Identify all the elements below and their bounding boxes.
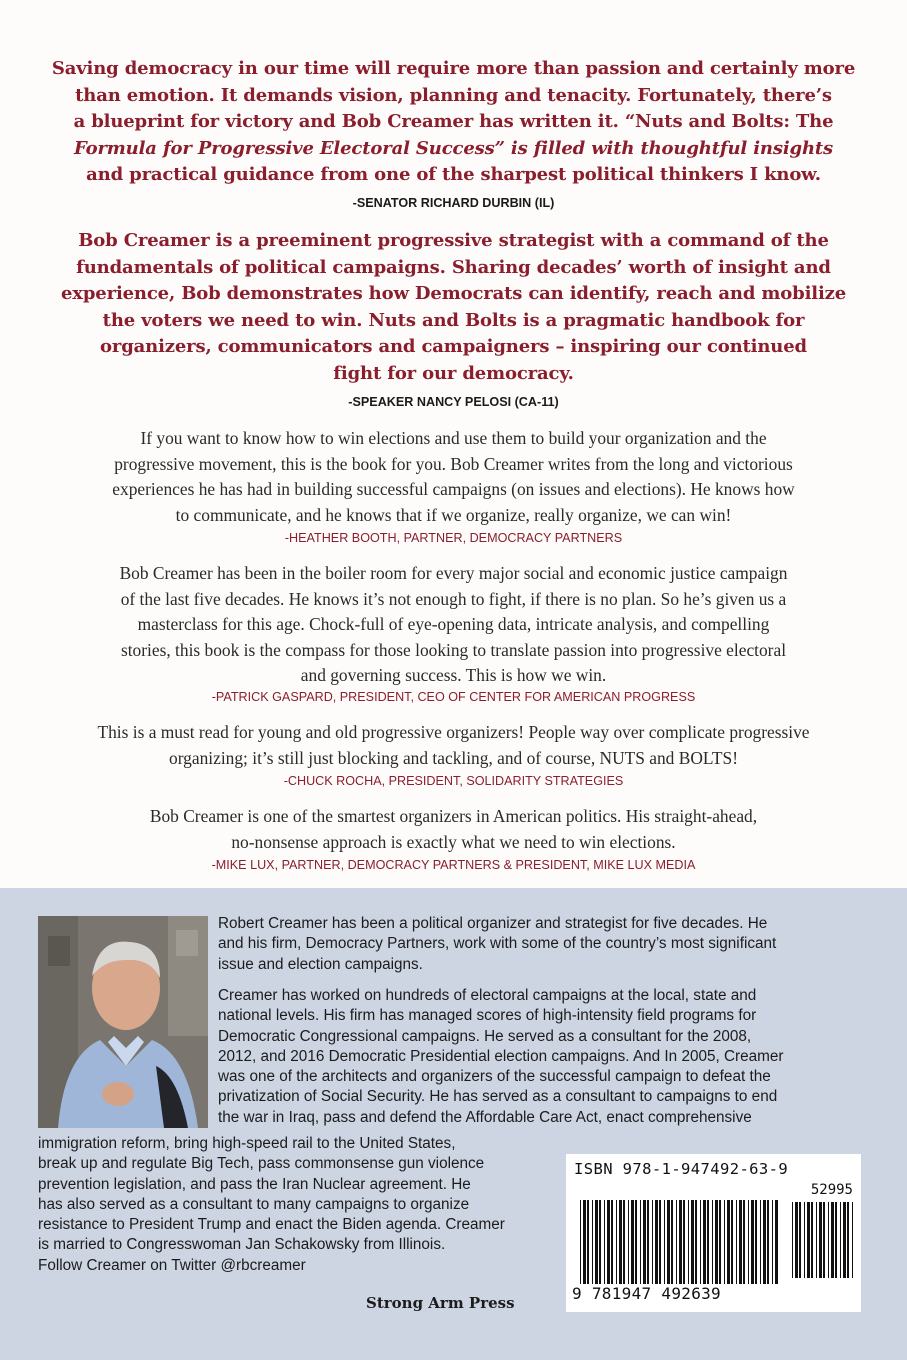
barcode-bar <box>679 1200 682 1284</box>
bio-line: Creamer has worked on hundreds of electoral campaigns at the local, state and <box>218 987 757 1004</box>
barcode-bar <box>671 1200 673 1284</box>
publisher-name: Strong Arm Press <box>366 1294 515 1312</box>
quote-line: to communicate, and he knows that if we organize, really organize, we can win! <box>175 504 732 525</box>
barcode-bar <box>731 1200 733 1284</box>
barcode-bar <box>748 1200 749 1284</box>
bio-line: issue and election campaigns. <box>218 955 423 973</box>
barcode-bar <box>647 1200 649 1284</box>
barcode-bar <box>628 1200 629 1284</box>
bio-paragraph-2 <box>218 986 898 1128</box>
bio-line: national levels. His firm has managed scores of high-intensity field programs for <box>218 1007 757 1025</box>
barcode-bar <box>595 1200 598 1284</box>
quote-line: organizers, communicators and campaigners – inspiring our continued <box>100 336 807 358</box>
bio-line: Robert Creamer has been a political organizer and strategist for five decades. He <box>218 915 768 932</box>
barcode-bar <box>611 1200 613 1284</box>
quote-line: Saving democracy in our time will require more than passion and certainly more <box>51 58 856 79</box>
quote-line: experience, Bob demonstrates how Democrats can identify, reach and mobilize <box>60 283 847 305</box>
bio-twitter-line: Follow Creamer on Twitter @rbcreamer <box>38 1256 306 1274</box>
barcode-bar <box>619 1200 622 1284</box>
barcode-bar <box>840 1202 841 1278</box>
barcode-bar <box>635 1200 637 1284</box>
barcode-bar <box>724 1200 725 1284</box>
quote-line: stories, this book is the compass for those looking to translate passion into progressive electoral <box>120 639 787 660</box>
pelosi-quote <box>30 228 877 388</box>
lux-attribution: -MIKE LUX, PARTNER, DEMOCRACY PARTNERS & PRESIDENT, MIKE LUX MEDIA <box>211 858 696 872</box>
bio-line: was one of the architects and organizers of the successful campaign to defeat the <box>218 1068 771 1086</box>
bio-line: immigration reform, bring high-speed rail to the United States, <box>38 1135 456 1152</box>
quote-line: This is a must read for young and old progressive organizers! People way over complicate progressive <box>97 722 810 742</box>
barcode-bar <box>751 1200 754 1284</box>
barcode-bar <box>763 1200 766 1284</box>
barcode-bar <box>640 1200 641 1284</box>
barcode-bar <box>676 1200 677 1284</box>
booth-quote <box>40 426 867 528</box>
barcode-bar <box>652 1200 653 1284</box>
barcode-bar <box>667 1200 670 1284</box>
barcode-bar <box>795 1202 798 1278</box>
barcode-bar <box>683 1200 685 1284</box>
barcode-bar <box>807 1202 810 1278</box>
quote-line: fight for our democracy. <box>333 362 574 384</box>
barcode-bar <box>828 1202 829 1278</box>
bio-line: resistance to President Trump and enact the Biden agenda. Creamer <box>38 1216 505 1234</box>
quote-line: no-nonsense approach is exactly what we need to win elections. <box>231 831 676 852</box>
author-photo <box>38 916 208 1128</box>
bio-line: 2012, and 2016 Democratic Presidential election campaigns. And In 2005, Creamer <box>218 1047 784 1065</box>
barcode-bar <box>799 1202 801 1278</box>
barcode-bar <box>700 1200 701 1284</box>
barcode-bar <box>659 1200 661 1284</box>
barcode-bar <box>847 1202 849 1278</box>
bio-line: the war in Iraq, pass and defend the Affordable Care Act, enact comprehensive <box>218 1108 752 1126</box>
barcode-bar <box>592 1200 593 1284</box>
barcode-bar <box>604 1200 605 1284</box>
barcode-bar <box>623 1200 625 1284</box>
quote-line: experiences he has had in building successful campaigns (on issues and elections). He knows how <box>112 479 795 500</box>
barcode-bar <box>811 1202 813 1278</box>
barcode-bar <box>695 1200 697 1284</box>
isbn-barcode <box>566 1154 861 1312</box>
quote-line: fundamentals of political campaigns. Sharing decades’ worth of insight and <box>76 256 831 278</box>
gaspard-quote <box>40 561 867 689</box>
quote-line: and practical guidance from one of the sharpest political thinkers I know. <box>86 164 821 186</box>
bio-line: and his firm, Democracy Partners, work with some of the country’s most significant <box>218 935 777 953</box>
barcode-bar <box>703 1200 706 1284</box>
author-portrait-icon <box>38 916 208 1128</box>
barcode-bar <box>719 1200 721 1284</box>
barcode-bar <box>580 1200 581 1284</box>
barcode-bar <box>631 1200 634 1284</box>
quote-line: than emotion. It demands vision, planning and tenacity. Fortunately, there’s <box>75 84 832 106</box>
rocha-quote <box>40 720 867 771</box>
barcode-bar <box>743 1200 745 1284</box>
barcode-bar <box>823 1202 825 1278</box>
barcode-bar <box>691 1200 694 1284</box>
bio-line: privatization of Social Security. He has served as a consultant to campaigns to end <box>218 1088 778 1106</box>
barcode-bar <box>775 1200 778 1284</box>
quote-line: masterclass for this age. Chock-full of eye-opening data, intricate analysis, and compelling <box>137 614 770 635</box>
bio-line: has also served as a consultant to many campaigns to organize <box>38 1195 470 1213</box>
ean-digits: 9 781947 492639 <box>572 1284 721 1303</box>
quote-line: Bob Creamer has been in the boiler room for every major social and economic justice campaign <box>119 563 788 583</box>
booth-attribution: -HEATHER BOOTH, PARTNER, DEMOCRACY PARTNERS <box>284 531 623 545</box>
barcode-bar <box>819 1202 822 1278</box>
quote-line: Bob Creamer is one of the smartest organizers in American politics. His straight-ahead, <box>149 806 758 826</box>
barcode-bar <box>607 1200 610 1284</box>
barcode-bar <box>583 1200 586 1284</box>
lux-quote <box>40 804 867 855</box>
quote-line: and governing success. This is how we win. <box>300 665 607 686</box>
bio-paragraph-1 <box>218 914 888 975</box>
bio-line: is married to Congresswoman Jan Schakowsky from Illinois. <box>38 1236 446 1254</box>
barcode-bar <box>707 1200 709 1284</box>
price-code: 52995 <box>810 1182 853 1198</box>
quote-line: Bob Creamer is a preeminent progressive strategist with a command of the <box>78 230 829 251</box>
barcode-bar <box>772 1200 773 1284</box>
barcode-bar <box>616 1200 617 1284</box>
barcode-bar <box>835 1202 837 1278</box>
durbin-quote <box>30 56 877 189</box>
ean-bars <box>580 1200 780 1284</box>
quote-line: a blueprint for victory and Bob Creamer has written it. “Nuts and Bolts: The <box>73 111 834 133</box>
barcode-bar <box>816 1202 817 1278</box>
barcode-bar <box>587 1200 589 1284</box>
barcode-bar <box>664 1200 665 1284</box>
rocha-attribution: -CHUCK ROCHA, PRESIDENT, SOLIDARITY STRATEGIES <box>283 774 624 788</box>
barcode-bar <box>852 1202 853 1278</box>
barcode-bar <box>739 1200 742 1284</box>
barcode-bar <box>655 1200 658 1284</box>
bio-line: Democratic Congressional campaigns. He served as a consultant for the 2008, <box>218 1027 752 1045</box>
barcode-bar <box>727 1200 730 1284</box>
barcode-bar <box>688 1200 689 1284</box>
quote-line: of the last five decades. He knows it’s not enough to fight, if there is no plan. So he’s given us a <box>120 588 787 609</box>
bio-line: prevention legislation, and pass the Iran Nuclear agreement. He <box>38 1175 471 1193</box>
barcode-bar <box>643 1200 646 1284</box>
barcode-bar <box>599 1200 601 1284</box>
barcode-bar <box>792 1202 793 1278</box>
barcode-bar <box>804 1202 805 1278</box>
quote-line: the voters we need to win. Nuts and Bolts is a pragmatic handbook for <box>102 309 805 331</box>
barcode-bar <box>755 1200 757 1284</box>
barcode-bar <box>736 1200 737 1284</box>
quote-line: Formula for Progressive Electoral Success” is filled with thoughtful insights <box>73 137 834 159</box>
pelosi-attribution: -SPEAKER NANCY PELOSI (CA-11) <box>348 395 559 409</box>
barcode-bar <box>767 1200 769 1284</box>
barcode-bar <box>712 1200 713 1284</box>
quote-line: organizing; it’s still just blocking and tackling, and of course, NUTS and BOLTS! <box>169 747 738 768</box>
quote-line: progressive movement, this is the book for you. Bob Creamer writes from the long and victorious <box>114 453 793 474</box>
barcode-bar <box>831 1202 834 1278</box>
gaspard-attribution: -PATRICK GASPARD, PRESIDENT, CEO OF CENTER FOR AMERICAN PROGRESS <box>211 690 696 704</box>
durbin-attribution: -SENATOR RICHARD DURBIN (IL) <box>352 196 555 210</box>
isbn-text: ISBN 978-1-947492-63-9 <box>574 1160 789 1178</box>
barcode-bar <box>760 1200 761 1284</box>
quote-line: If you want to know how to win elections and use them to build your organization and the <box>140 428 767 448</box>
bio-line: break up and regulate Big Tech, pass commonsense gun violence <box>38 1155 485 1173</box>
barcode-bar <box>843 1202 846 1278</box>
barcode-bar <box>715 1200 718 1284</box>
bio-paragraph-2-continued <box>38 1134 558 1276</box>
price-bars <box>792 1202 854 1278</box>
